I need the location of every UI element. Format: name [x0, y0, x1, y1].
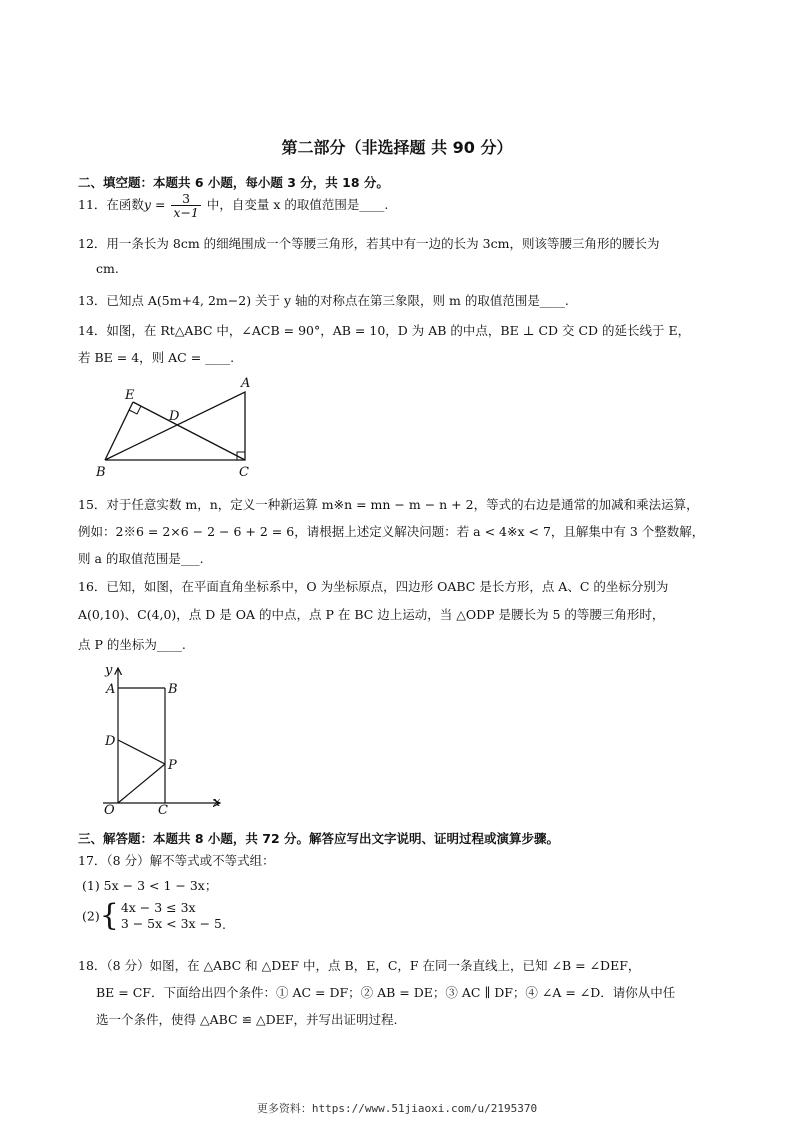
label-c: C	[158, 803, 168, 818]
q17-part2-label: (2)	[82, 908, 100, 924]
label-c: C	[239, 465, 249, 480]
question-18-line-1: 18．（8 分）如图，在 △ABC 和 △DEF 中，点 B，E，C，F 在同一条直线上，已知 ∠B = ∠DEF，	[78, 958, 641, 973]
question-18-line-3: 选一个条件，使得 △ABC ≌ △DEF，并写出证明过程.	[96, 1012, 398, 1027]
q11-equals: =	[150, 197, 170, 212]
section-2-heading: 二、填空题：本题共 6 小题，每小题 3 分，共 18 分。	[78, 175, 389, 190]
page-title: 第二部分（非选择题 共 90 分）	[281, 138, 513, 157]
inequality-system	[121, 900, 222, 932]
question-16-line-1: 16．已知，如图，在平面直角坐标系中，O 为坐标原点，四边形 OABC 是长方形，点 A、C 的坐标分别为	[78, 579, 669, 594]
q11-prefix: 11．在函数	[78, 197, 144, 212]
segment-ce	[133, 402, 245, 460]
question-12-line-1: 12．用一条长为 8cm 的细绳围成一个等腰三角形，若其中有一边的长为 3cm，则该等腰三角形的腰长为	[78, 236, 660, 251]
question-15-line-1: 15．对于任意实数 m，n，定义一种新运算 m※n = mn − m − n + 2，等式的右边是通常的加减和乘法运算，	[78, 497, 699, 512]
question-15-line-2: 例如：2※6 = 2×6 − 2 − 6 + 2 = 6，请根据上述定义解决问题：若 a < 4※x < 7，且解集中有 3 个整数解，	[78, 524, 705, 539]
segment-dp	[118, 740, 165, 764]
segment-op	[118, 764, 165, 803]
question-16-line-3: 点 P 的坐标为____.	[78, 637, 186, 652]
figure-triangle-abc	[90, 370, 270, 480]
q11-fraction	[171, 192, 200, 219]
section-3-heading: 三、解答题：本题共 8 小题，共 72 分。解答应写出文字说明、证明过程或演算步骤。	[78, 831, 560, 846]
question-17-line-1: 17．（8 分）解不等式或不等式组：	[78, 853, 275, 868]
label-d: D	[169, 409, 180, 424]
label-e: E	[125, 388, 135, 403]
question-17-part-1: (1) 5x − 3 < 1 − 3x；	[82, 878, 218, 893]
question-16-line-2: A(0,10)、C(4,0)，点 D 是 OA 的中点，点 P 在 BC 边上运动，当 △ODP 是腰长为 5 的等腰三角形时，	[78, 607, 665, 622]
question-11	[78, 190, 388, 220]
label-o: O	[104, 803, 115, 818]
system-inequality-2: 3 − 5x < 3x − 5	[120, 916, 222, 931]
system-brace: {	[99, 898, 119, 933]
q11-suffix: 中，自变量 x 的取值范围是____.	[202, 197, 389, 212]
label-b: B	[96, 465, 106, 480]
q11-numerator: 3	[171, 192, 200, 206]
label-p: P	[168, 758, 177, 773]
label-b: B	[168, 682, 178, 697]
label-a: A	[106, 682, 116, 697]
label-x: x	[213, 795, 221, 810]
question-14-line-1: 14．如图，在 Rt△ABC 中，∠ACB = 90°，AB = 10，D 为 AB 的中点，BE ⊥ CD 交 CD 的延长线于 E，	[78, 323, 691, 338]
question-12-line-2: cm.	[96, 261, 119, 276]
label-d: D	[105, 734, 116, 749]
question-14-line-2: 若 BE = 4，则 AC = ____.	[78, 350, 235, 365]
system-inequality-1: 4x − 3 ≤ 3x	[120, 900, 196, 915]
q11-denominator: x−1	[173, 205, 199, 220]
label-a: A	[241, 376, 251, 391]
label-y: y	[105, 663, 113, 678]
question-18-line-2: BE = CF．下面给出四个条件：① AC = DF；② AB = DE；③ AC ∥ DF；④ ∠A = ∠D．请你从中任	[96, 985, 676, 1000]
question-15-line-3: 则 a 的取值范围是___.	[78, 551, 204, 566]
q17-part2-end: .	[221, 917, 226, 932]
q11-y: y	[143, 197, 151, 212]
footer-link[interactable]: 更多资料：https://www.51jiaoxi.com/u/2195370	[256, 1102, 538, 1115]
question-13: 13．已知点 A(5m+4, 2m−2) 关于 y 轴的对称点在第三象限，则 m 的取值范围是____.	[78, 293, 569, 308]
segment-be	[105, 402, 133, 460]
figure-coordinate-rectangle	[95, 660, 235, 820]
question-17-part-2	[82, 900, 226, 932]
